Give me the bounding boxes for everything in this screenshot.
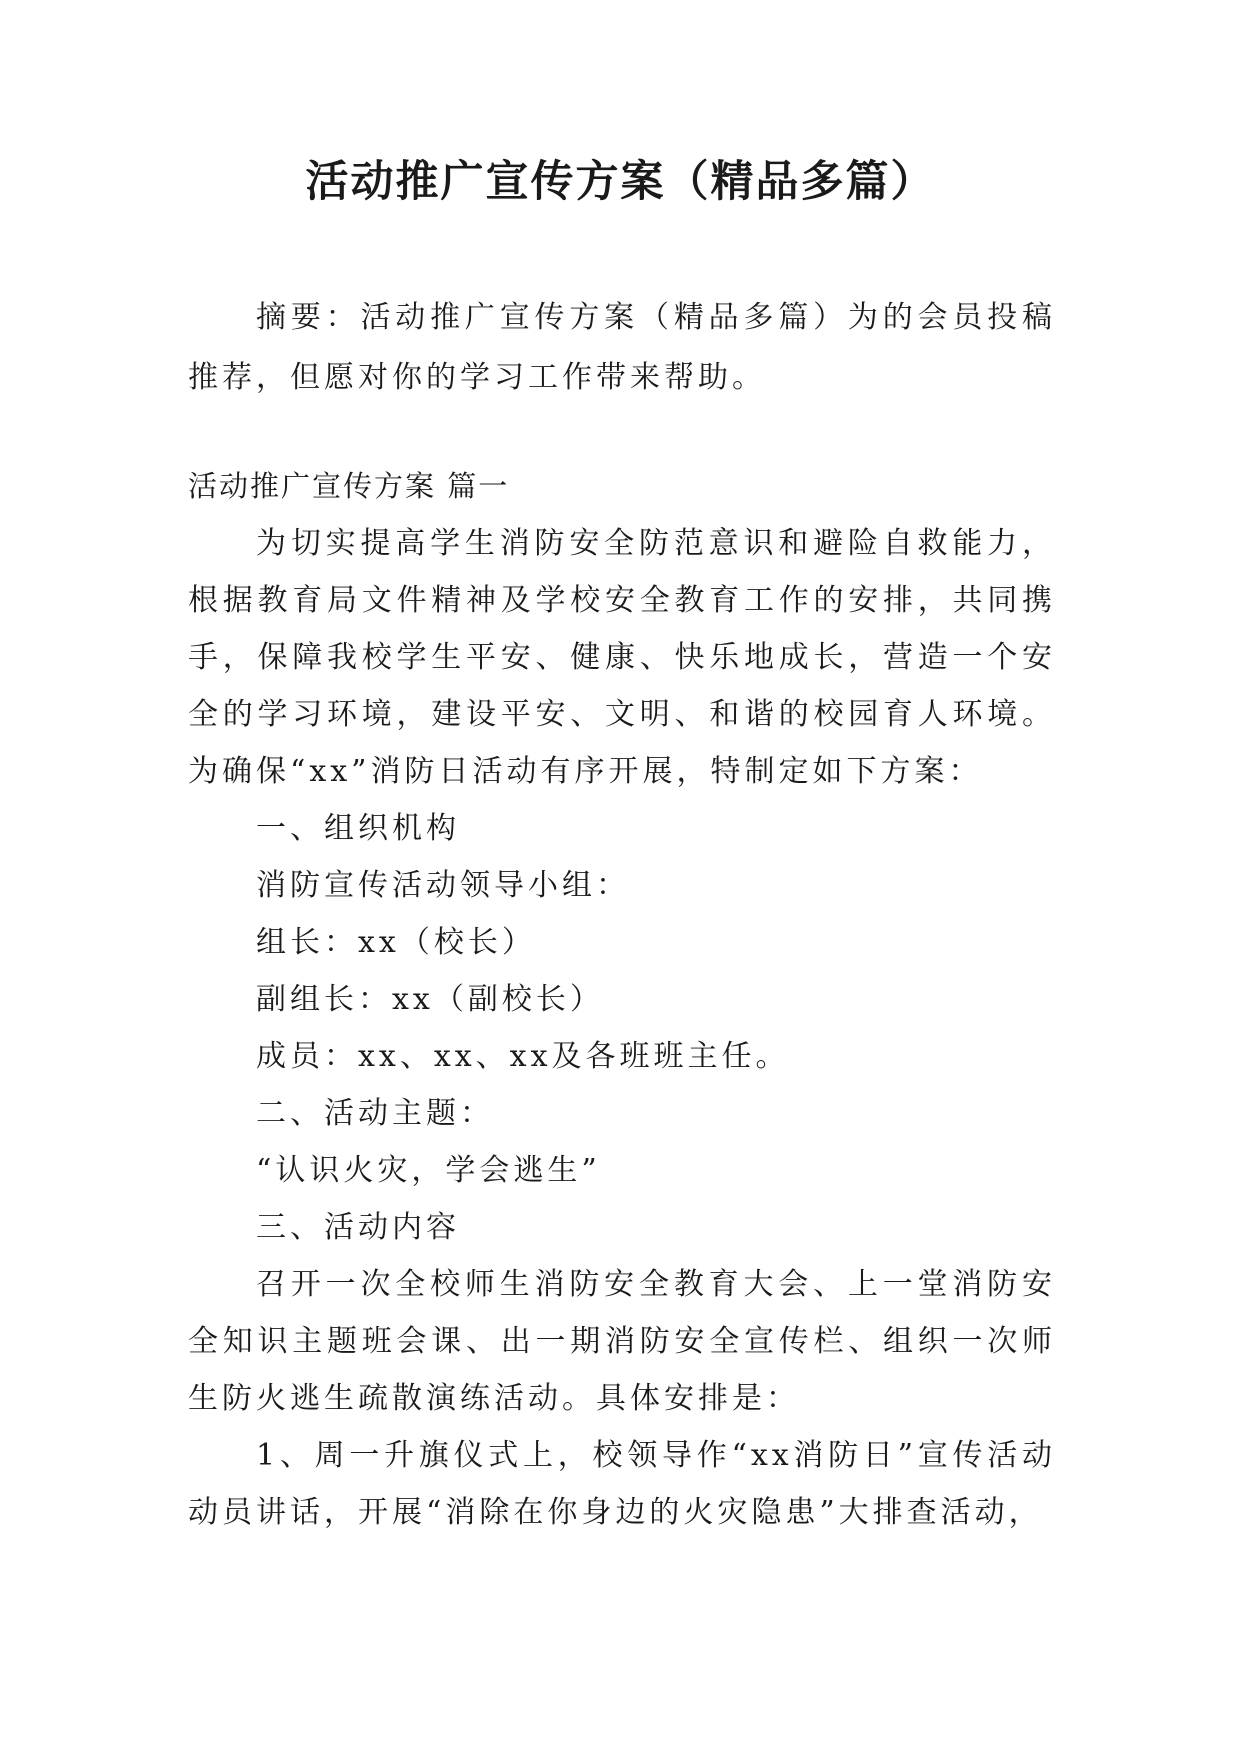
paragraph-deputy-leader: 副组长：xx（副校长） — [256, 982, 604, 1017]
paragraph-theme: “认识火灾，学会逃生” — [256, 1153, 601, 1188]
paragraph-org-heading: 一、组织机构 — [256, 811, 460, 846]
paragraph-team-leader: 组长：xx（校长） — [256, 925, 536, 960]
paragraph-content: 召开一次全校师生消防安全教育大会、上一堂消防安全知识主题班会课、出一期消防安全宣传栏、组织一次师生防火逃生疏散演练活动。具体安排是： — [188, 1267, 1056, 1416]
document-title: 活动推广宣传方案（精品多篇） — [305, 157, 936, 207]
paragraph-leadership-group: 消防宣传活动领导小组： — [256, 868, 630, 903]
paragraph-content-heading: 三、活动内容 — [256, 1210, 460, 1245]
section-heading: 活动推广宣传方案 篇一 — [188, 469, 510, 503]
abstract-block — [188, 288, 1056, 408]
abstract-paragraph: 摘要：活动推广宣传方案（精品多篇）为的会员投稿推荐，但愿对你的学习工作带来帮助。 — [188, 300, 1056, 395]
paragraph-members: 成员：xx、xx、xx及各班班主任。 — [256, 1039, 790, 1074]
paragraph-item-1: 1、周一升旗仪式上，校领导作“xx消防日”宣传活动动员讲话，开展“消除在你身边的火灾隐患”大排查活动， — [188, 1438, 1056, 1530]
paragraph-intro: 为切实提高学生消防安全防范意识和避险自救能力，根据教育局文件精神及学校安全教育工作的安排，共同携手，保障我校学生平安、健康、快乐地成长，营造一个安全的学习环境，建设平安、文明、和谐的校园育人环境。为确保“xx”消防日活动有序开展，特制定如下方案： — [188, 526, 1056, 789]
section-one — [188, 458, 1056, 1541]
paragraph-theme-heading: 二、活动主题： — [256, 1096, 494, 1131]
